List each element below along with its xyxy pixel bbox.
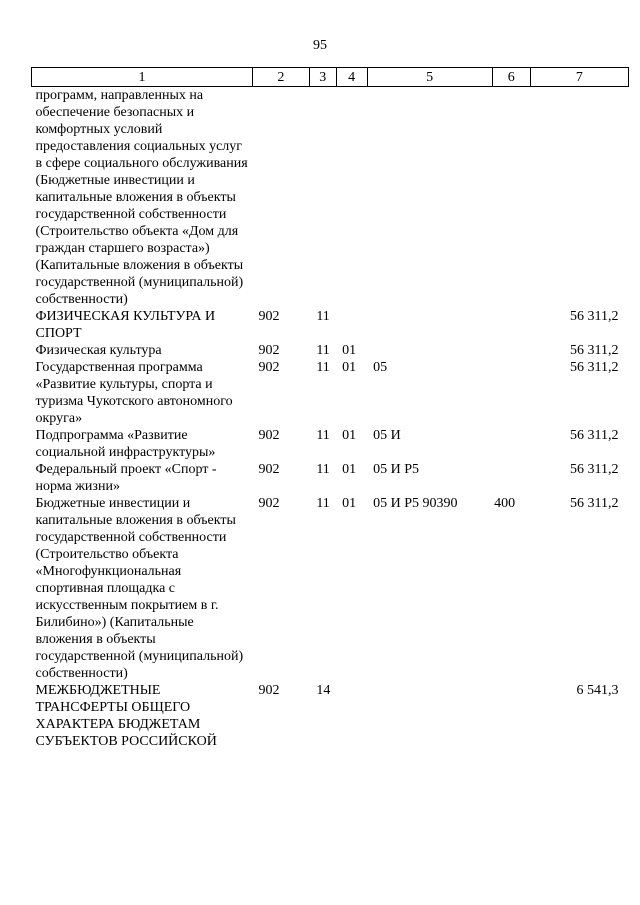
row-expense-type	[492, 427, 530, 461]
row-expense-type	[492, 461, 530, 495]
column-header: 5	[367, 68, 492, 87]
column-header: 4	[336, 68, 367, 87]
row-target-code: 05	[373, 360, 388, 375]
row-section: 14	[316, 683, 331, 698]
row-target-code: 05 И Р5	[373, 462, 420, 477]
row-section: 11	[316, 428, 330, 443]
row-section	[309, 87, 336, 309]
row-name: Федеральный проект «Спорт - норма жизни»	[35, 462, 217, 494]
row-subsection: 01	[342, 462, 357, 477]
row-code: 902	[258, 343, 280, 358]
table-row	[32, 308, 629, 342]
row-amount: 56 311,2	[570, 428, 619, 443]
row-subsection	[336, 308, 367, 342]
row-code	[253, 87, 310, 309]
page-number: 95	[313, 38, 327, 53]
table-row	[32, 682, 629, 750]
row-amount: 56 311,2	[570, 496, 619, 511]
row-name: Государственная программа «Развитие культуры, спорта и туризма Чукотского автономного округа»	[35, 360, 233, 426]
column-header: 1	[32, 68, 253, 87]
row-section: 11	[316, 309, 330, 324]
row-expense-type: 400	[494, 496, 516, 511]
row-target-code	[367, 87, 492, 309]
row-target-code	[367, 682, 492, 750]
row-expense-type	[492, 359, 530, 427]
row-amount: 56 311,2	[570, 343, 619, 358]
row-code: 902	[258, 462, 280, 477]
table-row	[32, 427, 629, 461]
row-name: ФИЗИЧЕСКАЯ КУЛЬТУРА И СПОРТ	[35, 309, 216, 341]
column-number-row	[32, 68, 629, 87]
row-section: 11	[316, 360, 330, 375]
row-subsection	[336, 87, 367, 309]
row-name: Подпрограмма «Развитие социальной инфраструктуры»	[35, 428, 216, 460]
column-header: 6	[492, 68, 530, 87]
row-section: 11	[316, 496, 330, 511]
row-code: 902	[258, 683, 280, 698]
row-subsection: 01	[342, 343, 357, 358]
row-subsection	[336, 682, 367, 750]
row-amount: 56 311,2	[570, 309, 619, 324]
row-subsection: 01	[342, 496, 357, 511]
row-target-code	[367, 308, 492, 342]
row-amount	[530, 87, 628, 309]
row-amount: 6 541,3	[576, 683, 619, 698]
table-row	[32, 495, 629, 682]
table-row	[32, 87, 629, 309]
column-header: 2	[253, 68, 310, 87]
row-subsection: 01	[342, 360, 357, 375]
row-name: Физическая культура	[35, 343, 162, 358]
row-target-code: 05 И Р5 90390	[373, 496, 458, 511]
row-name: Бюджетные инвестиции и капитальные вложения в объекты государственной собственности (Строительство объекта «Многофункциональная спортивная площадка с искусственным покрытием в г. Билибино») (Капитальные вложения в объекты государственной (муниципальной) собственности)	[35, 496, 244, 681]
row-code: 902	[258, 496, 280, 511]
column-header: 7	[530, 68, 628, 87]
row-amount: 56 311,2	[570, 462, 619, 477]
row-expense-type	[492, 342, 530, 359]
row-expense-type	[492, 87, 530, 309]
row-expense-type	[492, 682, 530, 750]
row-target-code	[367, 342, 492, 359]
row-code: 902	[258, 360, 280, 375]
row-section: 11	[316, 343, 330, 358]
table-row	[32, 461, 629, 495]
row-amount: 56 311,2	[570, 360, 619, 375]
row-target-code: 05 И	[373, 428, 401, 443]
row-name: программ, направленных на обеспечение безопасных и комфортных условий предоставления социальных услуг в сфере социального обслуживания (Бюджетные инвестиции и капитальные вложения в объекты государственной собственности (Строительство объекта «Дом для граждан старшего возраста») (Капитальные вложения в объекты государственной (муниципальной) собственности)	[35, 88, 248, 307]
row-section: 11	[316, 462, 330, 477]
row-code: 902	[258, 309, 280, 324]
row-subsection: 01	[342, 428, 357, 443]
budget-table	[31, 67, 629, 750]
row-expense-type	[492, 308, 530, 342]
table-row	[32, 342, 629, 359]
column-header: 3	[309, 68, 336, 87]
table-row	[32, 359, 629, 427]
row-name: МЕЖБЮДЖЕТНЫЕ ТРАНСФЕРТЫ ОБЩЕГО ХАРАКТЕРА БЮДЖЕТАМ СУБЪЕКТОВ РОССИЙСКОЙ	[35, 683, 217, 749]
row-code: 902	[258, 428, 280, 443]
